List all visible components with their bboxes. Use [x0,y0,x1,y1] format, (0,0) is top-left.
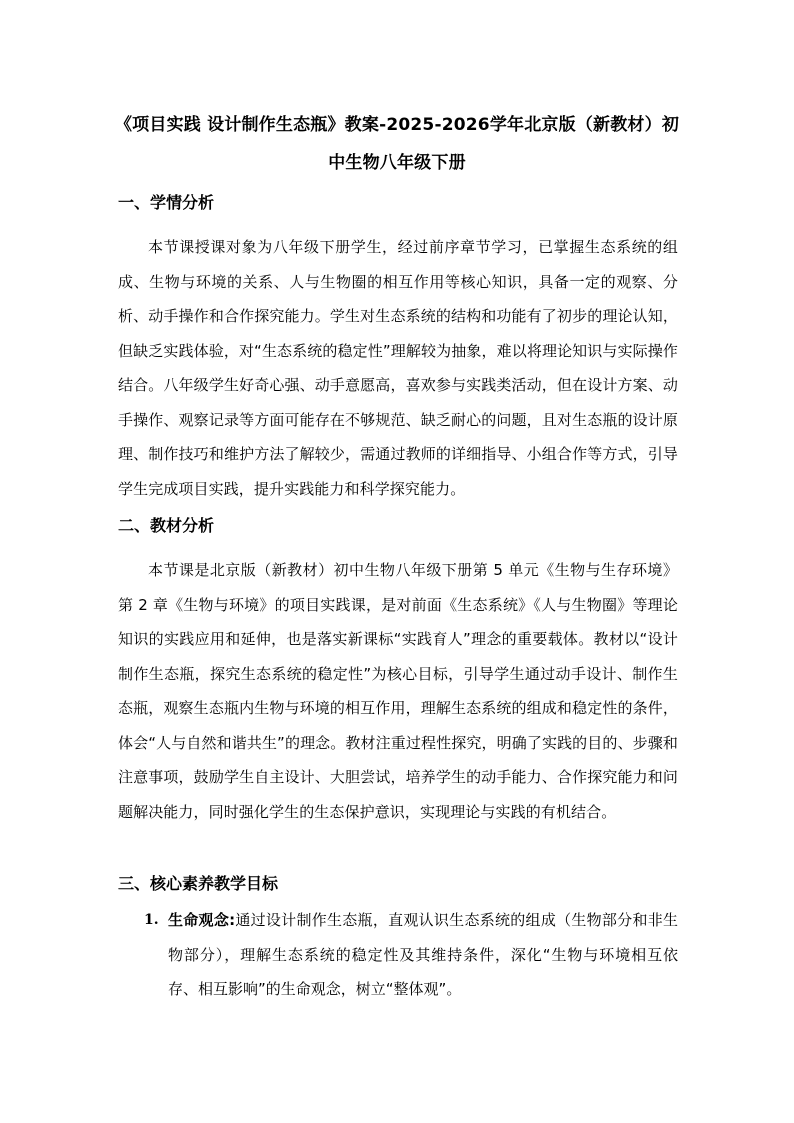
learner-analysis-paragraph: 本节课授课对象为八年级下册学生，经过前序章节学习，已掌握生态系统的组成、生物与环境的关系、人与生物圈的相互作用等核心知识，具备一定的观察、分析、动手操作和合作探究能力。学生对生态系统的结构和功能有了初步的理论认知，但缺乏实践体验，对“生态系统的稳定性”理解较为抽象，难以将理论知识与实际操作结合。八年级学生好奇心强、动手意愿高，喜欢参与实践类活动，但在设计方案、动手操作、观察记录等方面可能存在不够规范、缺乏耐心的问题，且对生态瓶的设计原理、制作技巧和维护方法了解较少，需通过教师的详细指导、小组合作等方式，引导学生完成项目实践，提升实践能力和科学探究能力。 [118,238,678,498]
list-item-number: 1. [144,912,159,928]
section-heading-textbook-analysis: 二、教材分析 [118,516,215,535]
textbook-analysis-paragraph: 本节课是北京版（新教材）初中生物八年级下册第 5 单元《生物与生存环境》第 2 章《生物与环境》的项目实践课，是对前面《生态系统》《人与生物圈》等理论知识的实践应用和延伸，也是落实新课标“实践育人”理念的重要载体。教材以“设计制作生态瓶，探究生态系统的稳定性”为核心目标，引导学生通过动手设计、制作生态瓶，观察生态瓶内生物与环境的相互作用，理解生态系统的组成和稳定性的条件，体会“人与自然和谐共生”的理念。教材注重过程性探究，明确了实践的目的、步骤和注意事项，鼓励学生自主设计、大胆尝试，培养学生的动手能力、合作探究能力和问题解决能力，同时强化学生的生态保护意识，实现理论与实践的有机结合。 [118,561,678,821]
section-heading-learner-analysis: 一、学情分析 [118,193,215,212]
document-title: 《项目实践 设计制作生态瓶》教案-2025-2026学年北京版（新教材）初中生物八年级下册 [114,115,680,173]
list-item-text: 通过设计制作生态瓶，直观认识生态系统的组成（生物部分和非生物部分），理解生态系统的稳定性及其维持条件，深化“生物与环境相互依存、相互影响”的生命观念，树立“整体观”。 [168,911,678,998]
list-item-label: 生命观念: [168,911,236,929]
teaching-goals-list [118,903,678,1007]
section-heading-teaching-goals: 三、核心素养教学目标 [118,874,279,893]
list-item [118,903,678,1007]
